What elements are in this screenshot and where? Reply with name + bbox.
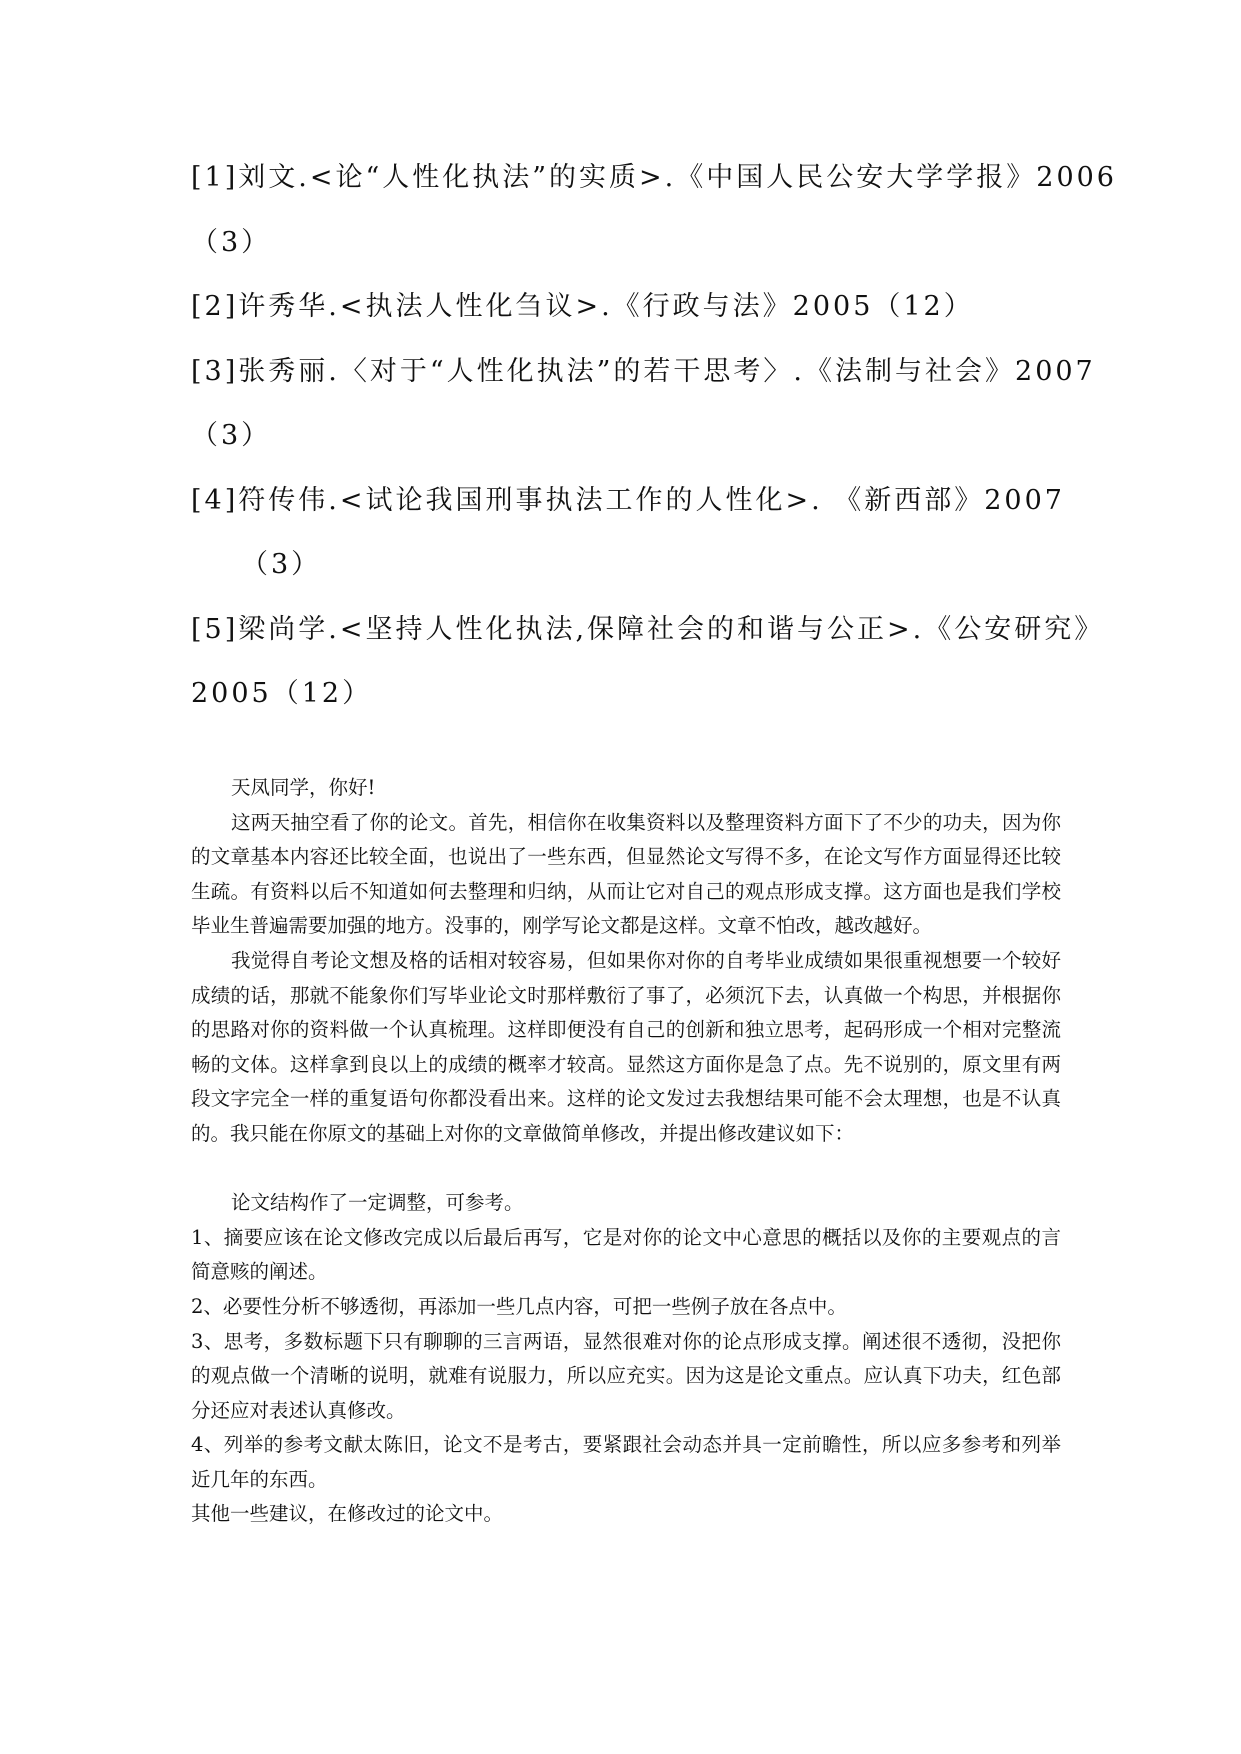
suggestion-3: 3、思考，多数标题下只有聊聊的三言两语，显然很难对你的论点形成支撑。阐述很不透彻，没把你的观点做一个清晰的说明，就难有说服力，所以应充实。因为这是论文重点。应认真下功夫，红色部分还应对表述认真修改。 [191, 1329, 1061, 1422]
suggestion-2: 2、必要性分析不够透彻，再添加一些几点内容，可把一些例子放在各点中。 [191, 1294, 847, 1318]
reference-list [191, 158, 1117, 739]
reference-3-line-1: [3]张秀丽.〈对于“人性化执法”的若干思考〉.《法制与社会》2007 [191, 355, 1096, 387]
advisor-letter [191, 771, 1061, 1532]
letter-paragraph-1: 这两天抽空看了你的论文。首先，相信你在收集资料以及整理资料方面下了不少的功夫，因为你的文章基本内容还比较全面，也说出了一些东西，但显然论文写得不多，在论文写作方面显得还比较生疏。有资料以后不知道如何去整理和归纳，从而让它对自己的观点形成支撑。这方面也是我们学校毕业生普遍需要加强的地方。没事的，刚学写论文都是这样。文章不怕改，越改越好。 [191, 810, 1061, 938]
reference-5-line-1: [5]梁尚学.<坚持人性化执法,保障社会的和谐与公正>.《公安研究》 [191, 613, 1105, 645]
letter-paragraph-2: 我觉得自考论文想及格的话相对较容易，但如果你对你的自考毕业成绩如果很重视想要一个较好成绩的话，那就不能象你们写毕业论文时那样敷衍了事了，必须沉下去，认真做一个构思，并根据你的思路对你的资料做一个认真梳理。这样即便没有自己的创新和独立思考，起码形成一个相对完整流畅的文体。这样拿到良以上的成绩的概率才较高。显然这方面你是急了点。先不说别的，原文里有两段文字完全一样的重复语句你都没看出来。这样的论文发过去我想结果可能不会太理想，也是不认真的。我只能在你原文的基础上对你的文章做简单修改，并提出修改建议如下： [191, 948, 1061, 1145]
reference-4-line-2: （3） [241, 549, 322, 580]
reference-1-line-1: [1]刘文.<论“人性化执法”的实质>.《中国人民公安大学学报》2006 [191, 162, 1117, 193]
reference-1-line-2: （3） [191, 226, 272, 258]
suggestion-4: 4、列举的参考文献太陈旧，论文不是考古，要紧跟社会动态并具一定前瞻性，所以应多参考和列举近几年的东西。 [191, 1433, 1061, 1491]
reference-5-line-2: 2005（12） [191, 678, 373, 709]
reference-3-line-2: （3） [191, 420, 272, 451]
reference-2-line-1: [2]许秀华.<执法人性化刍议>.《行政与法》2005（12） [191, 291, 974, 322]
reference-4-line-1: [4]符传伟.<试论我国刑事执法工作的人性化>. 《新西部》2007 [191, 484, 1065, 516]
suggestion-1: 1、摘要应该在论文修改完成以后最后再写，它是对你的论文中心意思的概括以及你的主要观点的言简意赅的阐述。 [191, 1225, 1061, 1284]
paragraph-spacer [191, 1152, 1061, 1187]
letter-closing: 其他一些建议，在修改过的论文中。 [191, 1502, 504, 1526]
letter-greeting: 天凤同学，你好! [231, 776, 376, 799]
structure-note: 论文结构作了一定调整，可参考。 [231, 1191, 524, 1215]
